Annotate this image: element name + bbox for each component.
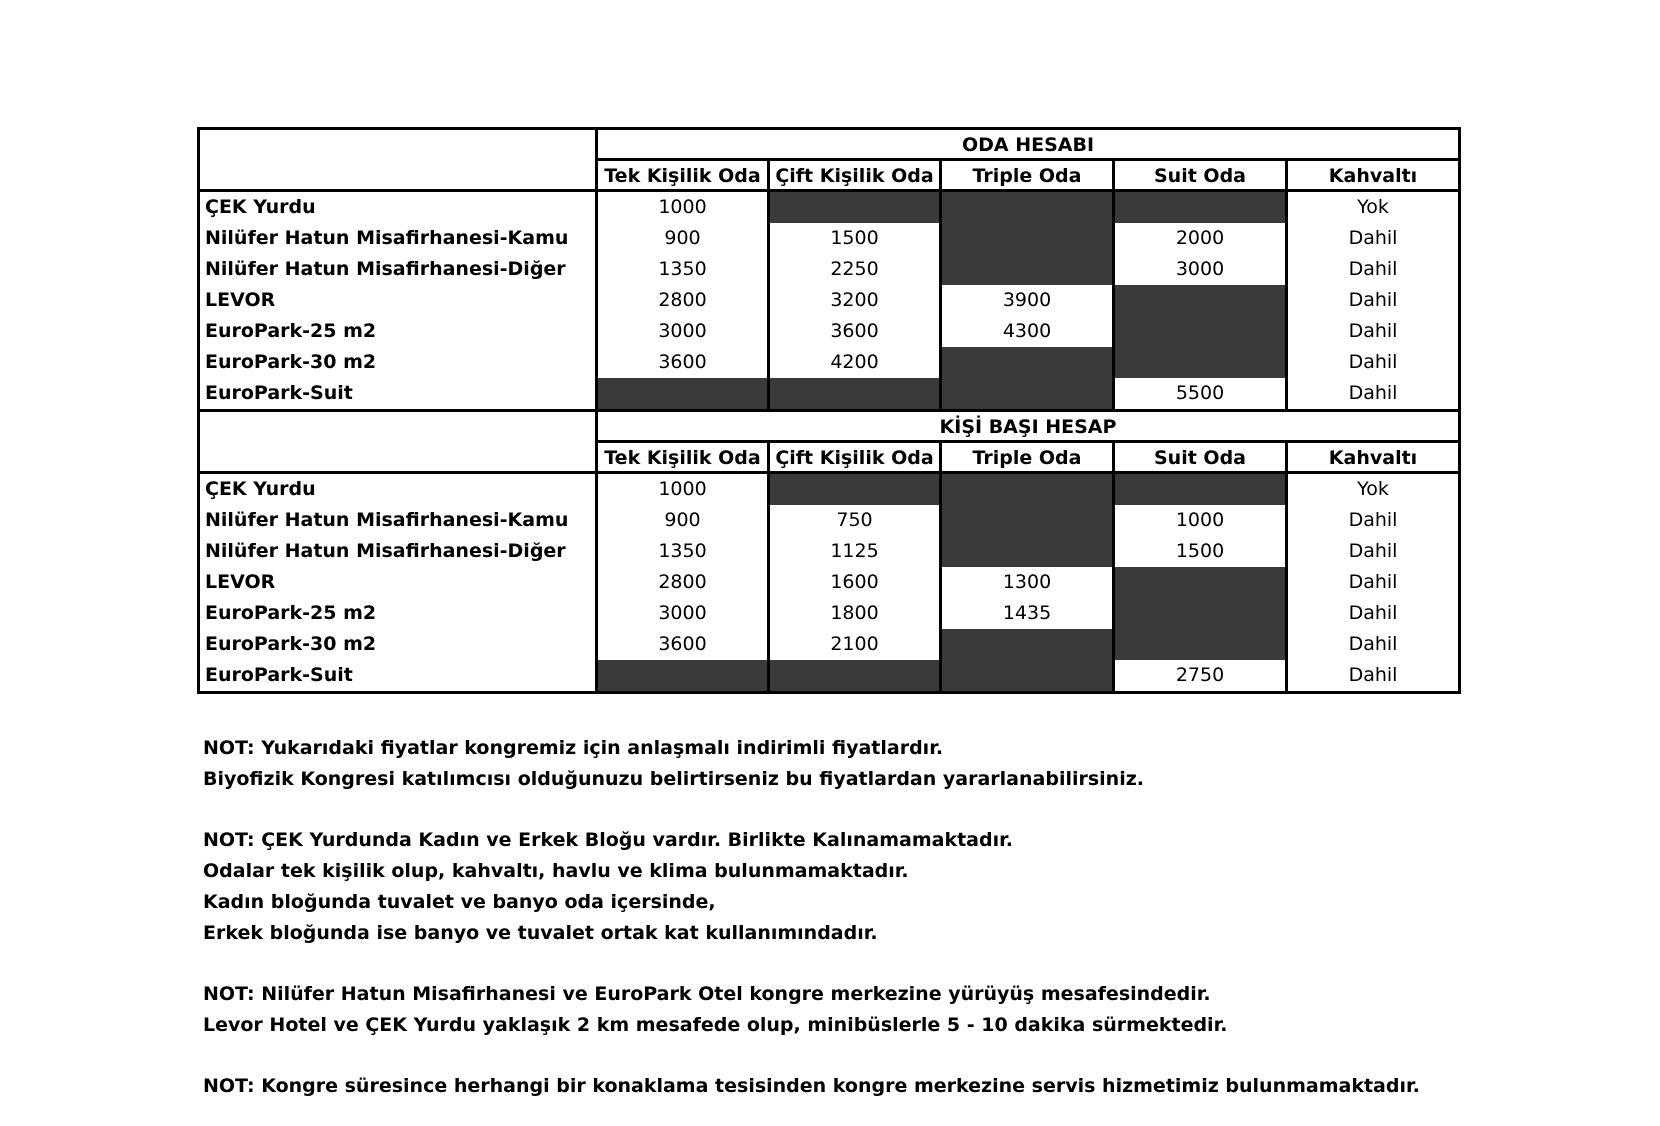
column-header: Çift Kişilik Oda — [770, 443, 942, 474]
price-cell: 1435 — [942, 598, 1115, 629]
unavailable-cell — [942, 378, 1115, 409]
price-cell: 900 — [598, 505, 770, 536]
price-cell: 3600 — [770, 316, 942, 347]
price-cell: 1350 — [598, 536, 770, 567]
unavailable-cell — [598, 378, 770, 409]
unavailable-cell — [942, 223, 1115, 254]
column-header: Tek Kişilik Oda — [598, 161, 770, 192]
note-line: NOT: Nilüfer Hatun Misafirhanesi ve EuroPark Otel kongre merkezine yürüyüş mesafesindedir. — [203, 983, 1211, 1005]
price-cell: 900 — [598, 223, 770, 254]
price-cell: 1000 — [598, 192, 770, 223]
unavailable-cell — [1115, 316, 1288, 347]
column-header: Suit Oda — [1115, 443, 1288, 474]
price-cell: 2250 — [770, 254, 942, 285]
unavailable-cell — [598, 660, 770, 691]
row-name: Nilüfer Hatun Misafirhanesi-Kamu — [200, 223, 598, 254]
note-line: Erkek bloğunda ise banyo ve tuvalet ortak kat kullanımındadır. — [203, 922, 878, 944]
price-cell: Dahil — [1348, 633, 1398, 655]
price-cell: 750 — [770, 505, 942, 536]
row-name: Nilüfer Hatun Misafirhanesi-Diğer — [200, 536, 598, 567]
column-header: Triple Oda — [942, 443, 1115, 474]
row-name: EuroPark-30 m2 — [200, 629, 598, 660]
row-name: ÇEK Yurdu — [200, 474, 598, 505]
row-name: EuroPark-Suit — [200, 378, 598, 409]
unavailable-cell — [1115, 629, 1288, 660]
column-header: Suit Oda — [1115, 161, 1288, 192]
price-cell: Dahil — [1348, 227, 1398, 249]
note-line: Levor Hotel ve ÇEK Yurdu yaklaşık 2 km mesafede olup, minibüslerle 5 - 10 dakika sürmektedir. — [203, 1014, 1228, 1036]
price-cell: 2000 — [1115, 223, 1288, 254]
note-line: Kadın bloğunda tuvalet ve banyo oda içersinde, — [203, 891, 716, 913]
unavailable-cell — [942, 505, 1115, 536]
unavailable-cell — [942, 474, 1115, 505]
price-cell: 2750 — [1115, 660, 1288, 691]
price-cell: Dahil — [1348, 258, 1398, 280]
unavailable-cell — [770, 192, 942, 223]
note-line: NOT: Yukarıdaki fiyatlar kongremiz için anlaşmalı indirimli fiyatlardır. — [203, 737, 944, 759]
price-cell: 3000 — [1115, 254, 1288, 285]
room-price-section — [200, 130, 1458, 409]
price-cell: 4200 — [770, 347, 942, 378]
price-cell: Dahil — [1348, 509, 1398, 531]
price-cell: 1500 — [1115, 536, 1288, 567]
price-cell: 3200 — [770, 285, 942, 316]
price-cell: 3600 — [598, 347, 770, 378]
price-cell: 2100 — [770, 629, 942, 660]
price-cell: Dahil — [1348, 571, 1398, 593]
row-name: Nilüfer Hatun Misafirhanesi-Kamu — [200, 505, 598, 536]
column-header: Triple Oda — [942, 161, 1115, 192]
header-corner — [200, 130, 598, 192]
column-header: Kahvaltı — [1288, 161, 1458, 192]
price-cell: 3900 — [942, 285, 1115, 316]
row-name: ÇEK Yurdu — [200, 192, 598, 223]
price-cell: Dahil — [1348, 540, 1398, 562]
price-cell: 1000 — [1115, 505, 1288, 536]
price-cell: 4300 — [942, 316, 1115, 347]
note-line: Biyofizik Kongresi katılımcısı olduğunuzu belirtirseniz bu fiyatlardan yararlanabilirsiniz. — [203, 768, 1144, 790]
price-cell: 1800 — [770, 598, 942, 629]
price-cell: Yok — [1357, 478, 1389, 500]
price-cell: 2800 — [598, 285, 770, 316]
price-cell: Dahil — [1348, 602, 1398, 624]
row-name: EuroPark-25 m2 — [200, 316, 598, 347]
notes-section — [203, 733, 1603, 1102]
unavailable-cell — [770, 660, 942, 691]
column-header: Kahvaltı — [1288, 443, 1458, 474]
row-name: Nilüfer Hatun Misafirhanesi-Diğer — [200, 254, 598, 285]
row-name: EuroPark-Suit — [200, 660, 598, 691]
unavailable-cell — [942, 660, 1115, 691]
price-cell: 1000 — [598, 474, 770, 505]
price-cell: 1600 — [770, 567, 942, 598]
price-cell: 1350 — [598, 254, 770, 285]
column-header: Tek Kişilik Oda — [598, 443, 770, 474]
unavailable-cell — [1115, 347, 1288, 378]
price-cell: 3000 — [598, 598, 770, 629]
price-cell: Dahil — [1348, 320, 1398, 342]
unavailable-cell — [942, 192, 1115, 223]
price-table — [197, 127, 1461, 694]
row-name: EuroPark-25 m2 — [200, 598, 598, 629]
note-line: Odalar tek kişilik olup, kahvaltı, havlu ve klima bulunmamaktadır. — [203, 860, 909, 882]
unavailable-cell — [770, 378, 942, 409]
price-cell: Dahil — [1348, 289, 1398, 311]
unavailable-cell — [770, 474, 942, 505]
row-name: LEVOR — [200, 285, 598, 316]
unavailable-cell — [942, 536, 1115, 567]
per-person-price-section — [200, 409, 1458, 691]
price-cell: 1300 — [942, 567, 1115, 598]
unavailable-cell — [1115, 598, 1288, 629]
note-line: NOT: ÇEK Yurdunda Kadın ve Erkek Bloğu vardır. Birlikte Kalınamamaktadır. — [203, 829, 1013, 851]
header-corner — [200, 412, 598, 474]
note-line: NOT: Kongre süresince herhangi bir konaklama tesisinden kongre merkezine servis hizmetimiz bulunmamaktadır. — [203, 1075, 1420, 1097]
column-header: Çift Kişilik Oda — [770, 161, 942, 192]
price-cell: Yok — [1357, 196, 1389, 218]
price-cell: 1500 — [770, 223, 942, 254]
unavailable-cell — [1115, 567, 1288, 598]
unavailable-cell — [942, 629, 1115, 660]
unavailable-cell — [1115, 285, 1288, 316]
section-title: KİŞİ BAŞI HESAP — [598, 412, 1458, 443]
price-cell: 5500 — [1115, 378, 1288, 409]
price-cell: 2800 — [598, 567, 770, 598]
unavailable-cell — [1115, 474, 1288, 505]
price-cell: Dahil — [1348, 351, 1398, 373]
price-cell: 3000 — [598, 316, 770, 347]
unavailable-cell — [942, 254, 1115, 285]
price-cell: Dahil — [1348, 664, 1398, 686]
unavailable-cell — [942, 347, 1115, 378]
unavailable-cell — [1115, 192, 1288, 223]
row-name: LEVOR — [200, 567, 598, 598]
row-name: EuroPark-30 m2 — [200, 347, 598, 378]
price-cell: Dahil — [1348, 382, 1398, 404]
price-cell: 1125 — [770, 536, 942, 567]
price-cell: 3600 — [598, 629, 770, 660]
section-title: ODA HESABI — [598, 130, 1458, 161]
